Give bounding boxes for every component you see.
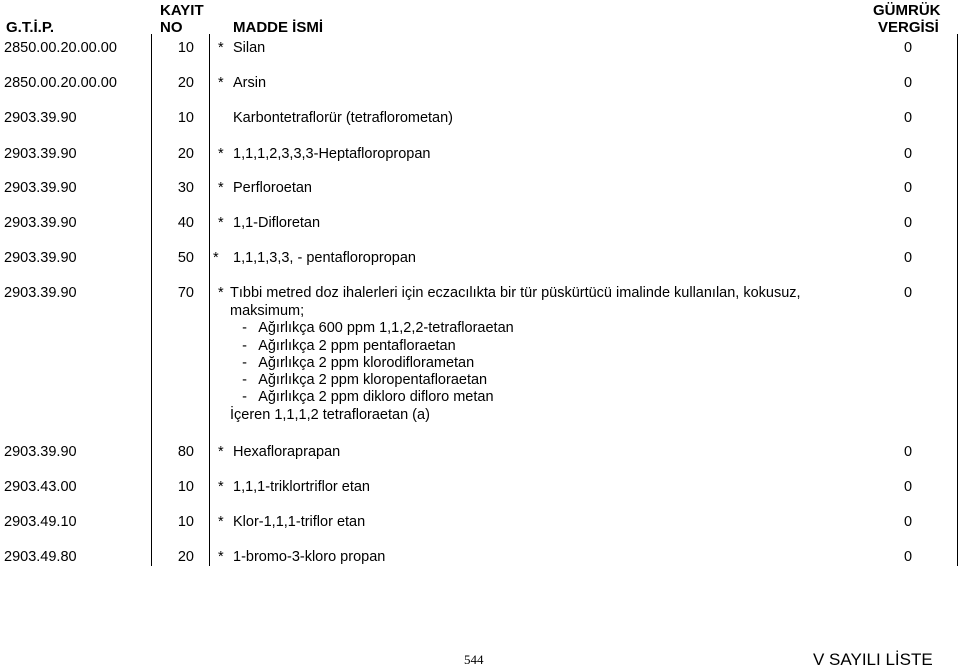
gtip-code: 2850.00.20.00.00 xyxy=(4,75,117,91)
detail-line: maksimum; xyxy=(230,303,305,319)
gtip-code: 2903.39.90 xyxy=(4,146,77,162)
detail-line: İçeren 1,1,1,2 tetrafloraetan (a) xyxy=(230,406,430,423)
substance-name: Arsin xyxy=(233,75,267,91)
gtip-code: 2903.39.90 xyxy=(4,285,77,301)
record-no: 10 xyxy=(177,110,194,126)
record-no: 30 xyxy=(177,180,194,196)
footer-title: V SAYILI LİSTE xyxy=(813,650,933,669)
table-row xyxy=(0,444,960,462)
asterisk-mark: * xyxy=(218,75,224,91)
detail-line: - Ağırlıkça 600 ppm 1,1,2,2-tetrafloraetan xyxy=(230,320,514,337)
substance-name: Silan xyxy=(233,40,266,56)
page-number: 544 xyxy=(464,652,484,667)
header-gtip: G.T.İ.P. xyxy=(6,19,55,36)
asterisk-mark: * xyxy=(218,146,224,162)
table-row xyxy=(0,146,960,164)
table-row xyxy=(0,549,960,567)
substance-name: 1,1-Difloretan xyxy=(233,215,321,231)
table-row xyxy=(0,479,960,497)
gtip-code: 2903.49.10 xyxy=(4,514,77,530)
table-row xyxy=(0,40,960,58)
asterisk-mark: * xyxy=(218,215,224,231)
gtip-code: 2903.39.90 xyxy=(4,110,77,126)
substance-name: Tıbbi metred doz ihalerleri için eczacılıkta bir tür püskürtücü imalinde kullanılan, kokusuz, xyxy=(230,285,801,301)
asterisk-mark: * xyxy=(218,444,224,460)
gtip-code: 2903.39.90 xyxy=(4,444,77,460)
gtip-code: 2850.00.20.00.00 xyxy=(4,40,117,56)
record-no: 10 xyxy=(177,40,194,56)
customs-duty: 0 xyxy=(904,180,913,196)
header-kayit-line1: KAYIT xyxy=(160,2,204,19)
detail-line: - Ağırlıkça 2 ppm klorodiflorametan xyxy=(230,354,475,371)
table-row xyxy=(0,285,960,303)
detail-line: - Ağırlıkça 2 ppm pentafloraetan xyxy=(230,337,456,354)
detail-line: - Ağırlıkça 2 ppm kloropentafloraetan xyxy=(230,372,488,389)
customs-duty: 0 xyxy=(904,110,913,126)
substance-name: 1,1,1,3,3, - pentafloropropan xyxy=(233,250,416,266)
asterisk-mark: * xyxy=(218,285,224,301)
table-row xyxy=(0,215,960,233)
substance-name: 1,1,1,2,3,3,3-Heptafloropropan xyxy=(233,146,431,162)
substance-name: 1,1,1-triklortriflor etan xyxy=(233,479,370,495)
customs-duty: 0 xyxy=(904,285,913,301)
substance-name: Klor-1,1,1-triflor etan xyxy=(233,514,366,530)
header-madde: MADDE İSMİ xyxy=(233,19,323,36)
record-no: 40 xyxy=(177,215,194,231)
gtip-code: 2903.39.90 xyxy=(4,215,77,231)
customs-duty: 0 xyxy=(904,444,913,460)
gtip-code: 2903.39.90 xyxy=(4,250,77,266)
customs-duty: 0 xyxy=(904,146,913,162)
substance-name: Hexafloraprapan xyxy=(233,444,341,460)
record-no: 50 xyxy=(177,250,194,266)
header-gumruk-line2: VERGİSİ xyxy=(878,19,939,36)
customs-duty: 0 xyxy=(904,549,913,565)
customs-duty: 0 xyxy=(904,75,913,91)
record-no: 10 xyxy=(177,514,194,530)
header-gumruk-line1: GÜMRÜK xyxy=(873,2,941,19)
gtip-code: 2903.49.80 xyxy=(4,549,77,565)
table-row xyxy=(0,110,960,128)
customs-duty: 0 xyxy=(904,514,913,530)
table-row xyxy=(0,250,960,268)
asterisk-mark: * xyxy=(218,40,224,56)
asterisk-mark: * xyxy=(218,514,224,530)
substance-name: 1-bromo-3-kloro propan xyxy=(233,549,386,565)
customs-duty: 0 xyxy=(904,479,913,495)
asterisk-mark: * xyxy=(218,549,224,565)
substance-name: Karbontetraflorür (tetraflorometan) xyxy=(233,110,454,126)
asterisk-mark: * xyxy=(218,479,224,495)
customs-duty: 0 xyxy=(904,40,913,56)
header-kayit-line2: NO xyxy=(160,19,183,36)
detail-line: - Ağırlıkça 2 ppm dikloro difloro metan xyxy=(230,389,494,406)
asterisk-mark: * xyxy=(213,250,219,266)
record-no: 20 xyxy=(177,75,194,91)
record-no: 80 xyxy=(177,444,194,460)
row70-detail xyxy=(230,303,514,424)
substance-name: Perfloroetan xyxy=(233,180,312,196)
customs-duty: 0 xyxy=(904,250,913,266)
record-no: 20 xyxy=(177,549,194,565)
customs-duty: 0 xyxy=(904,215,913,231)
gtip-code: 2903.39.90 xyxy=(4,180,77,196)
asterisk-mark: * xyxy=(218,180,224,196)
record-no: 70 xyxy=(177,285,194,301)
record-no: 20 xyxy=(177,146,194,162)
table-row xyxy=(0,75,960,93)
record-no: 10 xyxy=(177,479,194,495)
table-row xyxy=(0,514,960,532)
gtip-code: 2903.43.00 xyxy=(4,479,77,495)
table-row xyxy=(0,180,960,198)
